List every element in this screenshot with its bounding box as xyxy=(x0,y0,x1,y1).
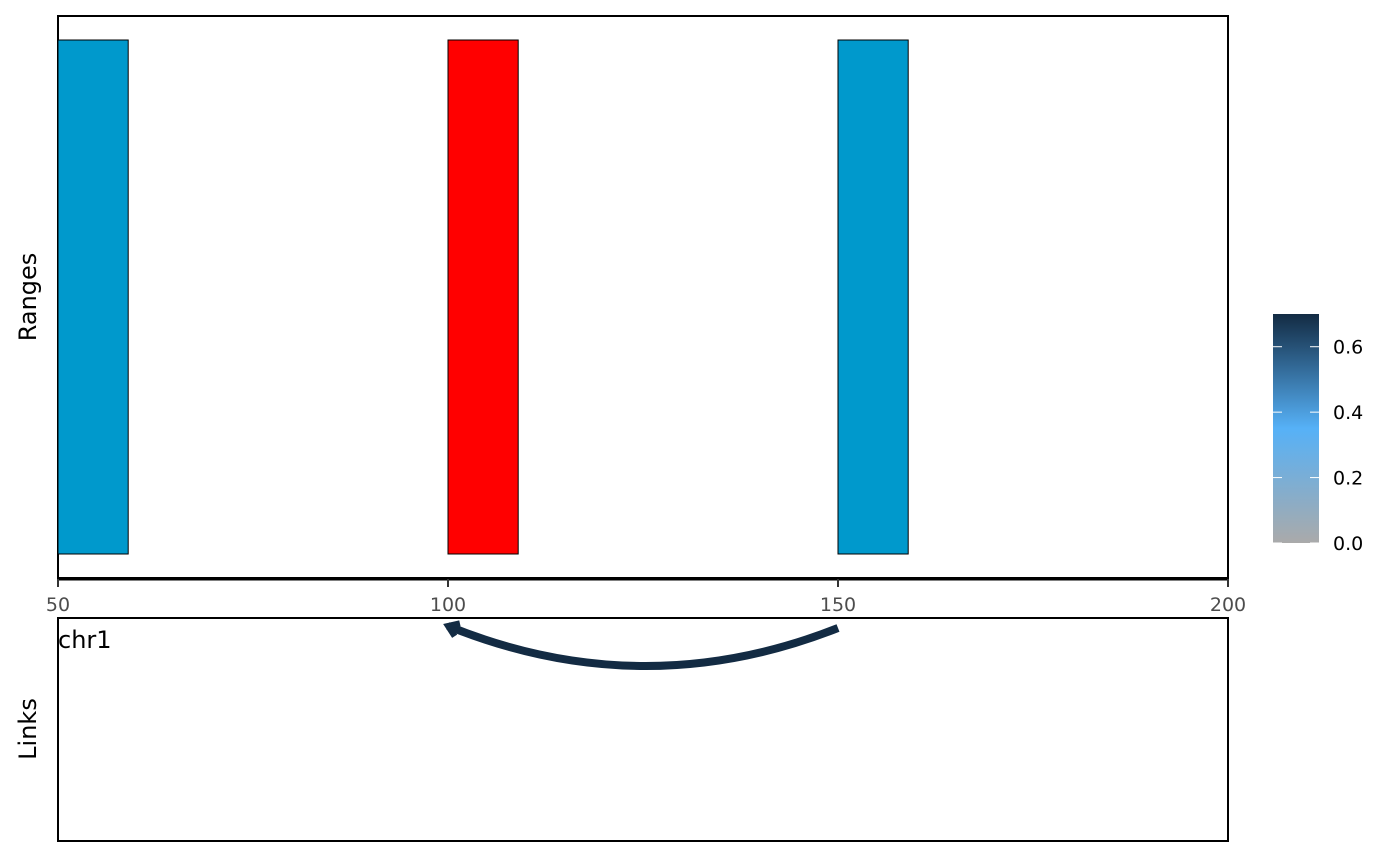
ranges-track-label: Ranges xyxy=(14,252,42,342)
x-tick-label: 150 xyxy=(819,594,857,616)
range-bar-3 xyxy=(838,40,908,554)
x-axis-ticks xyxy=(46,579,1246,616)
ranges-track xyxy=(14,16,1228,578)
chromosome-label: chr1 xyxy=(58,626,112,654)
range-bar-1 xyxy=(58,40,128,554)
x-tick-label: 50 xyxy=(45,594,71,616)
colorbar xyxy=(1273,314,1319,543)
links-panel-border xyxy=(58,618,1228,841)
colorbar-tick-label: 0.6 xyxy=(1333,336,1364,359)
colorbar-tick-label: 0.2 xyxy=(1333,467,1364,490)
colorbar-legend xyxy=(1273,314,1363,555)
x-tick-label: 200 xyxy=(1209,594,1247,616)
x-axis xyxy=(46,579,1246,616)
ranges-panel-border xyxy=(58,16,1228,578)
colorbar-tick-label: 0.4 xyxy=(1333,402,1364,425)
links-track xyxy=(14,618,1228,841)
x-tick-label: 100 xyxy=(429,594,467,616)
links-track-label: Links xyxy=(14,698,42,760)
colorbar-tick-label: 0.0 xyxy=(1333,533,1364,555)
range-bar-2 xyxy=(448,40,518,554)
